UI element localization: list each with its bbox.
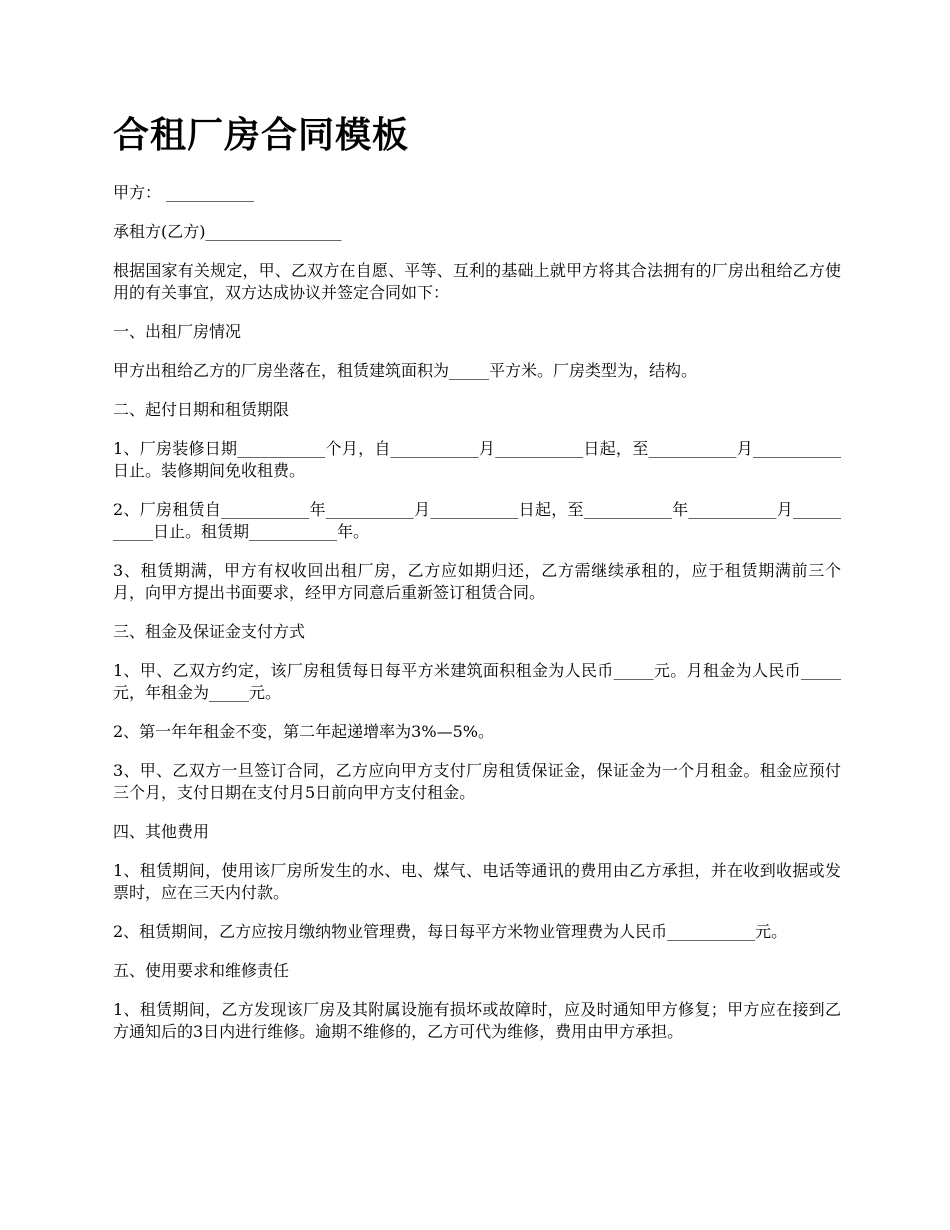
section-3-item-2: 2、第一年年租金不变，第二年起递增率为3%—5%。 (113, 722, 494, 741)
party-b-line: 承租方(乙方)_________________ (113, 222, 342, 241)
section-heading-1: 一、出租厂房情况 (113, 322, 242, 341)
section-4-item-1: 1、租赁期间，使用该厂房所发生的水、电、煤气、电话等通讯的费用由乙方承担，并在收到收据或发票时，应在三天内付款。 (113, 861, 841, 902)
section-3-item-1: 1、甲、乙双方约定，该厂房租赁每日每平方米建筑面积租金为人民币_____元。月租金为人民币_____元，年租金为_____元。 (113, 661, 841, 702)
section-heading-4: 四、其他费用 (113, 822, 210, 841)
section-4-item-2: 2、租赁期间，乙方应按月缴纳物业管理费，每日每平方米物业管理费为人民币___________元。 (113, 922, 788, 941)
party-a-line: 甲方： ___________ (113, 183, 255, 202)
section-3-item-3: 3、甲、乙双方一旦签订合同，乙方应向甲方支付厂房租赁保证金，保证金为一个月租金。租金应预付三个月，支付日期在支付月5日前向甲方支付租金。 (113, 761, 841, 802)
section-5-item-1: 1、租赁期间，乙方发现该厂房及其附属设施有损坏或故障时，应及时通知甲方修复；甲方应在接到乙方通知后的3日内进行维修。逾期不维修的，乙方可代为维修，费用由甲方承担。 (113, 1000, 841, 1041)
section-1-para: 甲方出租给乙方的厂房坐落在，租赁建筑面积为_____平方米。厂房类型为，结构。 (113, 361, 698, 380)
document-page (113, 112, 841, 1060)
section-heading-5: 五、使用要求和维修责任 (113, 961, 290, 980)
section-heading-2: 二、起付日期和租赁期限 (113, 400, 290, 419)
section-2-item-3: 3、租赁期满，甲方有权收回出租厂房，乙方应如期归还，乙方需继续承租的，应于租赁期满前三个月，向甲方提出书面要求，经甲方同意后重新签订租赁合同。 (113, 561, 841, 602)
section-2-item-1: 1、厂房装修日期___________个月，自___________月___________日起，至___________月___________日止。装修期间免收租费。 (113, 439, 841, 480)
section-heading-3: 三、租金及保证金支付方式 (113, 622, 306, 641)
section-2-item-2: 2、厂房租赁自___________年___________月___________日起，至___________年___________月___________日止。租赁期___________年。 (113, 500, 841, 541)
preamble: 根据国家有关规定，甲、乙双方在自愿、平等、互利的基础上就甲方将其合法拥有的厂房出租给乙方使用的有关事宜，双方达成协议并签定合同如下： (113, 261, 841, 302)
document-title: 合租厂房合同模板 (113, 115, 410, 156)
